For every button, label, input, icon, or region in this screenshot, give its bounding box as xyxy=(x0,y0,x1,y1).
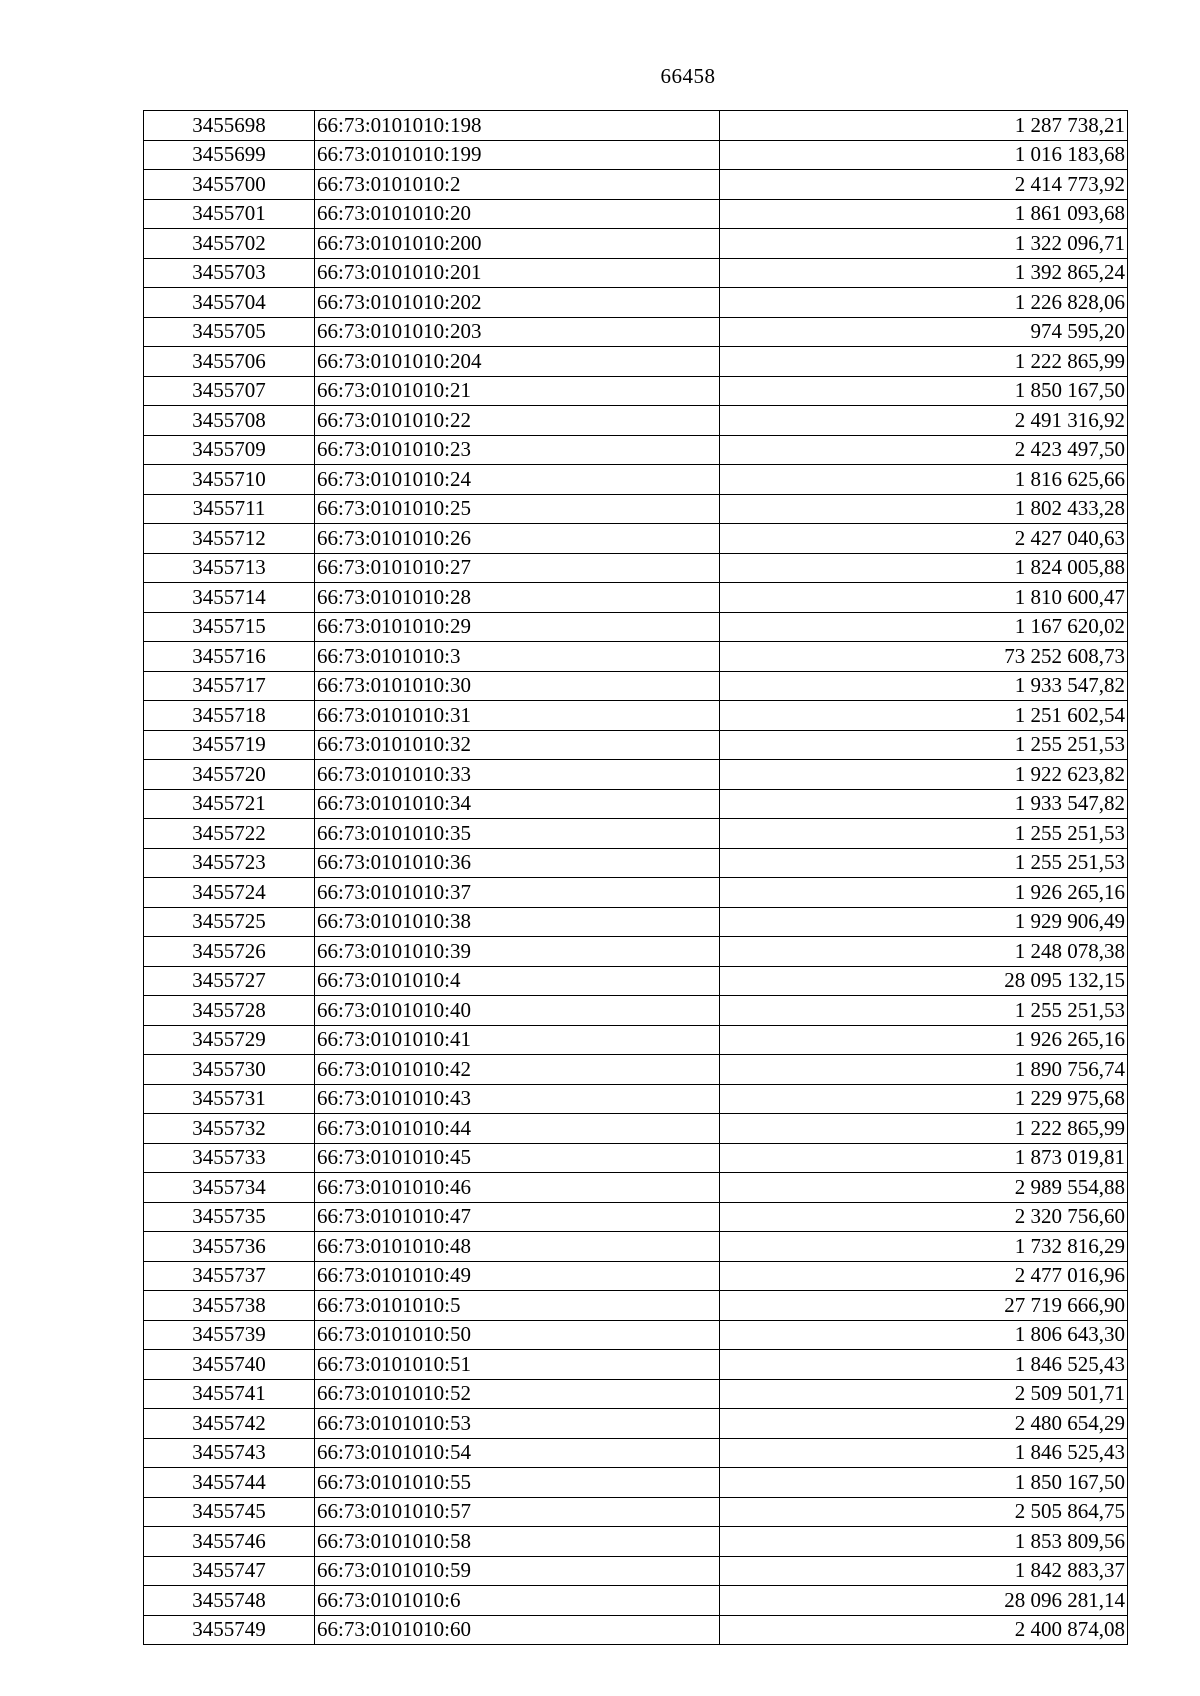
table-row xyxy=(144,1409,1128,1439)
table-row xyxy=(144,376,1128,406)
table-row xyxy=(144,701,1128,731)
cadastral-number-cell: 66:73:0101010:27 xyxy=(315,553,720,583)
table-row xyxy=(144,435,1128,465)
table-row xyxy=(144,229,1128,259)
value-cell: 1 248 078,38 xyxy=(720,937,1128,967)
value-cell: 1 853 809,56 xyxy=(720,1527,1128,1557)
value-cell: 1 929 906,49 xyxy=(720,907,1128,937)
cadastral-number-cell: 66:73:0101010:22 xyxy=(315,406,720,436)
table-row xyxy=(144,1173,1128,1203)
record-id-cell: 3455716 xyxy=(144,642,315,672)
cadastral-number-cell: 66:73:0101010:57 xyxy=(315,1497,720,1527)
record-id-cell: 3455715 xyxy=(144,612,315,642)
value-cell: 2 509 501,71 xyxy=(720,1379,1128,1409)
cadastral-number-cell: 66:73:0101010:44 xyxy=(315,1114,720,1144)
table-row xyxy=(144,907,1128,937)
cadastral-number-cell: 66:73:0101010:21 xyxy=(315,376,720,406)
value-cell: 28 096 281,14 xyxy=(720,1586,1128,1616)
value-cell: 1 846 525,43 xyxy=(720,1438,1128,1468)
record-id-cell: 3455707 xyxy=(144,376,315,406)
cadastral-number-cell: 66:73:0101010:43 xyxy=(315,1084,720,1114)
table-row xyxy=(144,347,1128,377)
value-cell: 1 016 183,68 xyxy=(720,140,1128,170)
table-row xyxy=(144,760,1128,790)
cadastral-number-cell: 66:73:0101010:38 xyxy=(315,907,720,937)
cadastral-number-cell: 66:73:0101010:31 xyxy=(315,701,720,731)
value-cell: 1 732 816,29 xyxy=(720,1232,1128,1262)
value-cell: 1 842 883,37 xyxy=(720,1556,1128,1586)
record-id-cell: 3455702 xyxy=(144,229,315,259)
value-cell: 2 414 773,92 xyxy=(720,170,1128,200)
value-cell: 1 806 643,30 xyxy=(720,1320,1128,1350)
cadastral-number-cell: 66:73:0101010:2 xyxy=(315,170,720,200)
record-id-cell: 3455739 xyxy=(144,1320,315,1350)
table-row xyxy=(144,1438,1128,1468)
cadastral-number-cell: 66:73:0101010:60 xyxy=(315,1615,720,1645)
table-row xyxy=(144,170,1128,200)
cadastral-number-cell: 66:73:0101010:24 xyxy=(315,465,720,495)
value-cell: 1 802 433,28 xyxy=(720,494,1128,524)
record-id-cell: 3455705 xyxy=(144,317,315,347)
table-row xyxy=(144,937,1128,967)
record-id-cell: 3455700 xyxy=(144,170,315,200)
record-id-cell: 3455718 xyxy=(144,701,315,731)
record-id-cell: 3455743 xyxy=(144,1438,315,1468)
record-id-cell: 3455727 xyxy=(144,966,315,996)
value-cell: 1 861 093,68 xyxy=(720,199,1128,229)
value-cell: 2 400 874,08 xyxy=(720,1615,1128,1645)
cadastral-number-cell: 66:73:0101010:25 xyxy=(315,494,720,524)
value-cell: 73 252 608,73 xyxy=(720,642,1128,672)
value-cell: 2 505 864,75 xyxy=(720,1497,1128,1527)
table-row xyxy=(144,966,1128,996)
cadastral-number-cell: 66:73:0101010:3 xyxy=(315,642,720,672)
value-cell: 2 477 016,96 xyxy=(720,1261,1128,1291)
record-id-cell: 3455699 xyxy=(144,140,315,170)
record-id-cell: 3455726 xyxy=(144,937,315,967)
value-cell: 1 287 738,21 xyxy=(720,111,1128,141)
table-row xyxy=(144,1497,1128,1527)
value-cell: 1 222 865,99 xyxy=(720,347,1128,377)
table-row xyxy=(144,1468,1128,1498)
value-cell: 1 933 547,82 xyxy=(720,789,1128,819)
cadastral-number-cell: 66:73:0101010:202 xyxy=(315,288,720,318)
record-id-cell: 3455742 xyxy=(144,1409,315,1439)
cadastral-number-cell: 66:73:0101010:28 xyxy=(315,583,720,613)
cadastral-number-cell: 66:73:0101010:35 xyxy=(315,819,720,849)
table-row xyxy=(144,671,1128,701)
table-row xyxy=(144,1232,1128,1262)
cadastral-number-cell: 66:73:0101010:26 xyxy=(315,524,720,554)
cadastral-number-cell: 66:73:0101010:40 xyxy=(315,996,720,1026)
cadastral-number-cell: 66:73:0101010:4 xyxy=(315,966,720,996)
value-cell: 2 989 554,88 xyxy=(720,1173,1128,1203)
table-row xyxy=(144,1379,1128,1409)
record-id-cell: 3455721 xyxy=(144,789,315,819)
value-cell: 2 427 040,63 xyxy=(720,524,1128,554)
cadastral-number-cell: 66:73:0101010:199 xyxy=(315,140,720,170)
cadastral-number-cell: 66:73:0101010:201 xyxy=(315,258,720,288)
record-id-cell: 3455725 xyxy=(144,907,315,937)
table-row xyxy=(144,819,1128,849)
table-row xyxy=(144,1114,1128,1144)
value-cell: 1 850 167,50 xyxy=(720,376,1128,406)
record-id-cell: 3455732 xyxy=(144,1114,315,1144)
table-row xyxy=(144,583,1128,613)
cadastral-number-cell: 66:73:0101010:200 xyxy=(315,229,720,259)
cadastral-number-cell: 66:73:0101010:30 xyxy=(315,671,720,701)
value-cell: 1 933 547,82 xyxy=(720,671,1128,701)
cadastral-number-cell: 66:73:0101010:198 xyxy=(315,111,720,141)
record-id-cell: 3455711 xyxy=(144,494,315,524)
record-id-cell: 3455730 xyxy=(144,1055,315,1085)
record-id-cell: 3455713 xyxy=(144,553,315,583)
value-cell: 1 251 602,54 xyxy=(720,701,1128,731)
table-row xyxy=(144,199,1128,229)
value-cell: 1 255 251,53 xyxy=(720,848,1128,878)
cadastral-number-cell: 66:73:0101010:49 xyxy=(315,1261,720,1291)
record-id-cell: 3455747 xyxy=(144,1556,315,1586)
cadastral-number-cell: 66:73:0101010:32 xyxy=(315,730,720,760)
record-id-cell: 3455736 xyxy=(144,1232,315,1262)
value-cell: 2 491 316,92 xyxy=(720,406,1128,436)
value-cell: 1 816 625,66 xyxy=(720,465,1128,495)
record-id-cell: 3455728 xyxy=(144,996,315,1026)
record-id-cell: 3455749 xyxy=(144,1615,315,1645)
cadastral-number-cell: 66:73:0101010:34 xyxy=(315,789,720,819)
table-row xyxy=(144,494,1128,524)
record-id-cell: 3455735 xyxy=(144,1202,315,1232)
table-row xyxy=(144,1556,1128,1586)
value-cell: 1 846 525,43 xyxy=(720,1350,1128,1380)
record-id-cell: 3455733 xyxy=(144,1143,315,1173)
cadastral-number-cell: 66:73:0101010:203 xyxy=(315,317,720,347)
table-row xyxy=(144,258,1128,288)
value-cell: 1 226 828,06 xyxy=(720,288,1128,318)
value-cell: 1 229 975,68 xyxy=(720,1084,1128,1114)
cadastral-number-cell: 66:73:0101010:37 xyxy=(315,878,720,908)
value-cell: 1 810 600,47 xyxy=(720,583,1128,613)
record-id-cell: 3455709 xyxy=(144,435,315,465)
table-row xyxy=(144,642,1128,672)
cadastral-number-cell: 66:73:0101010:50 xyxy=(315,1320,720,1350)
table-row xyxy=(144,406,1128,436)
cadastral-number-cell: 66:73:0101010:20 xyxy=(315,199,720,229)
table-row xyxy=(144,524,1128,554)
table-row xyxy=(144,996,1128,1026)
record-id-cell: 3455722 xyxy=(144,819,315,849)
record-id-cell: 3455706 xyxy=(144,347,315,377)
value-cell: 1 926 265,16 xyxy=(720,1025,1128,1055)
record-id-cell: 3455708 xyxy=(144,406,315,436)
cadastral-number-cell: 66:73:0101010:59 xyxy=(315,1556,720,1586)
table-row xyxy=(144,1055,1128,1085)
value-cell: 1 392 865,24 xyxy=(720,258,1128,288)
record-id-cell: 3455719 xyxy=(144,730,315,760)
value-cell: 1 255 251,53 xyxy=(720,996,1128,1026)
table-row xyxy=(144,1202,1128,1232)
cadastral-number-cell: 66:73:0101010:29 xyxy=(315,612,720,642)
cadastral-number-cell: 66:73:0101010:6 xyxy=(315,1586,720,1616)
table-row xyxy=(144,1615,1128,1645)
cadastral-number-cell: 66:73:0101010:33 xyxy=(315,760,720,790)
value-cell: 1 222 865,99 xyxy=(720,1114,1128,1144)
table-row xyxy=(144,1320,1128,1350)
record-id-cell: 3455703 xyxy=(144,258,315,288)
value-cell: 1 850 167,50 xyxy=(720,1468,1128,1498)
table-row xyxy=(144,1084,1128,1114)
value-cell: 2 423 497,50 xyxy=(720,435,1128,465)
record-id-cell: 3455748 xyxy=(144,1586,315,1616)
record-id-cell: 3455738 xyxy=(144,1291,315,1321)
cadastral-number-cell: 66:73:0101010:51 xyxy=(315,1350,720,1380)
cadastral-number-cell: 66:73:0101010:58 xyxy=(315,1527,720,1557)
data-table xyxy=(143,110,1128,1645)
table-row xyxy=(144,1527,1128,1557)
table-row xyxy=(144,1586,1128,1616)
table-row xyxy=(144,612,1128,642)
record-id-cell: 3455744 xyxy=(144,1468,315,1498)
cadastral-number-cell: 66:73:0101010:46 xyxy=(315,1173,720,1203)
cadastral-number-cell: 66:73:0101010:47 xyxy=(315,1202,720,1232)
table-row xyxy=(144,288,1128,318)
table-row xyxy=(144,1291,1128,1321)
value-cell: 2 480 654,29 xyxy=(720,1409,1128,1439)
value-cell: 974 595,20 xyxy=(720,317,1128,347)
cadastral-number-cell: 66:73:0101010:36 xyxy=(315,848,720,878)
record-id-cell: 3455698 xyxy=(144,111,315,141)
record-id-cell: 3455717 xyxy=(144,671,315,701)
table-body xyxy=(144,111,1128,1645)
value-cell: 1 926 265,16 xyxy=(720,878,1128,908)
cadastral-number-cell: 66:73:0101010:204 xyxy=(315,347,720,377)
record-id-cell: 3455731 xyxy=(144,1084,315,1114)
table-row xyxy=(144,1143,1128,1173)
cadastral-number-cell: 66:73:0101010:42 xyxy=(315,1055,720,1085)
value-cell: 27 719 666,90 xyxy=(720,1291,1128,1321)
table-row xyxy=(144,1350,1128,1380)
cadastral-number-cell: 66:73:0101010:55 xyxy=(315,1468,720,1498)
table-row xyxy=(144,789,1128,819)
record-id-cell: 3455720 xyxy=(144,760,315,790)
value-cell: 1 890 756,74 xyxy=(720,1055,1128,1085)
record-id-cell: 3455729 xyxy=(144,1025,315,1055)
table-row xyxy=(144,553,1128,583)
record-id-cell: 3455741 xyxy=(144,1379,315,1409)
record-id-cell: 3455740 xyxy=(144,1350,315,1380)
table-row xyxy=(144,878,1128,908)
record-id-cell: 3455734 xyxy=(144,1173,315,1203)
record-id-cell: 3455714 xyxy=(144,583,315,613)
record-id-cell: 3455710 xyxy=(144,465,315,495)
cadastral-number-cell: 66:73:0101010:48 xyxy=(315,1232,720,1262)
record-id-cell: 3455745 xyxy=(144,1497,315,1527)
cadastral-number-cell: 66:73:0101010:45 xyxy=(315,1143,720,1173)
value-cell: 1 824 005,88 xyxy=(720,553,1128,583)
table-row xyxy=(144,111,1128,141)
cadastral-number-cell: 66:73:0101010:23 xyxy=(315,435,720,465)
table-row xyxy=(144,140,1128,170)
value-cell: 1 322 096,71 xyxy=(720,229,1128,259)
value-cell: 1 167 620,02 xyxy=(720,612,1128,642)
value-cell: 1 922 623,82 xyxy=(720,760,1128,790)
table-row xyxy=(144,1261,1128,1291)
value-cell: 1 255 251,53 xyxy=(720,819,1128,849)
record-id-cell: 3455724 xyxy=(144,878,315,908)
table-row xyxy=(144,317,1128,347)
table-row xyxy=(144,1025,1128,1055)
value-cell: 1 255 251,53 xyxy=(720,730,1128,760)
cadastral-number-cell: 66:73:0101010:41 xyxy=(315,1025,720,1055)
record-id-cell: 3455701 xyxy=(144,199,315,229)
page-number: 66458 xyxy=(660,64,716,88)
table-row xyxy=(144,730,1128,760)
table-row xyxy=(144,465,1128,495)
record-id-cell: 3455723 xyxy=(144,848,315,878)
cadastral-number-cell: 66:73:0101010:52 xyxy=(315,1379,720,1409)
cadastral-number-cell: 66:73:0101010:5 xyxy=(315,1291,720,1321)
cadastral-number-cell: 66:73:0101010:53 xyxy=(315,1409,720,1439)
value-cell: 28 095 132,15 xyxy=(720,966,1128,996)
record-id-cell: 3455746 xyxy=(144,1527,315,1557)
value-cell: 1 873 019,81 xyxy=(720,1143,1128,1173)
cadastral-number-cell: 66:73:0101010:54 xyxy=(315,1438,720,1468)
table-row xyxy=(144,848,1128,878)
record-id-cell: 3455712 xyxy=(144,524,315,554)
cadastral-number-cell: 66:73:0101010:39 xyxy=(315,937,720,967)
value-cell: 2 320 756,60 xyxy=(720,1202,1128,1232)
record-id-cell: 3455737 xyxy=(144,1261,315,1291)
record-id-cell: 3455704 xyxy=(144,288,315,318)
